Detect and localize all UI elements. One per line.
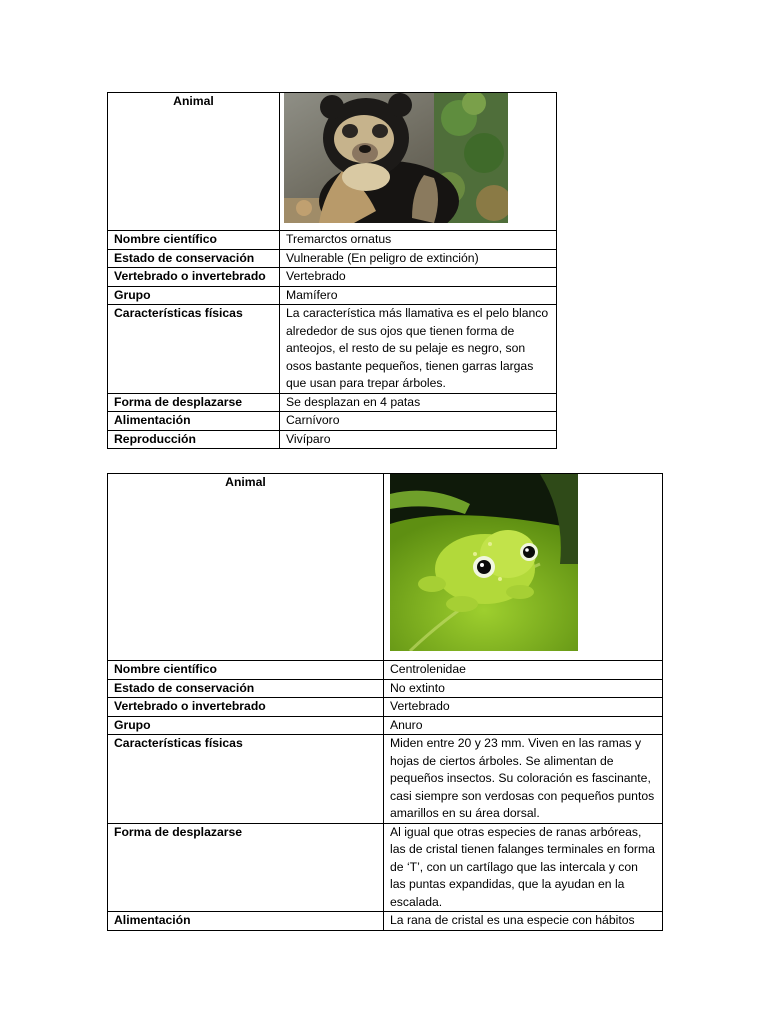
row-label: Grupo: [108, 286, 280, 305]
animal-header-row: [108, 93, 557, 231]
table-row: [108, 231, 557, 250]
row-value: Tremarctos ornatus: [280, 231, 557, 250]
row-label: Alimentación: [108, 412, 280, 431]
row-label: Vertebrado o invertebrado: [108, 268, 280, 287]
row-value: Carnívoro: [280, 412, 557, 431]
row-label: Forma de desplazarse: [108, 393, 280, 412]
table-row: [108, 735, 663, 824]
row-value: Al igual que otras especies de ranas arbóreas, las de cristal tienen falanges terminales en forma de ‘T’, con un cartílago que las intercala y con las puntas expandidas, que la ayudan en la escalada.: [384, 823, 663, 912]
row-value: Vivíparo: [280, 430, 557, 449]
row-value: La característica más llamativa es el pelo blanco alrededor de sus ojos que tienen forma de anteojos, el resto de su pelaje es negro, son osos bastante pequeños, tienen garras largas que usan para trepar árboles.: [280, 305, 557, 394]
row-label: Vertebrado o invertebrado: [108, 698, 384, 717]
row-value: Se desplazan en 4 patas: [280, 393, 557, 412]
row-value: Vertebrado: [384, 698, 663, 717]
row-value: La rana de cristal es una especie con hábitos: [384, 912, 663, 931]
row-label: Nombre científico: [108, 661, 384, 680]
row-label: Características físicas: [108, 305, 280, 394]
row-label: Grupo: [108, 716, 384, 735]
table-row: [108, 679, 663, 698]
row-label: Alimentación: [108, 912, 384, 931]
table-row: [108, 912, 663, 931]
row-label: Nombre científico: [108, 231, 280, 250]
table-row: [108, 430, 557, 449]
row-label: Características físicas: [108, 735, 384, 824]
row-label: Estado de conservación: [108, 679, 384, 698]
animal-image-cell: [384, 474, 663, 661]
table-row: [108, 286, 557, 305]
glass-frog-photo: [390, 474, 578, 651]
table-row: [108, 823, 663, 912]
animal-table-bear: [107, 92, 557, 449]
animal-header-label: Animal: [108, 474, 384, 661]
table-row: [108, 393, 557, 412]
row-label: Forma de desplazarse: [108, 823, 384, 912]
table-row: [108, 661, 663, 680]
table-row: [108, 305, 557, 394]
animal-header-label: Animal: [108, 93, 280, 231]
table-row: [108, 716, 663, 735]
animal-header-row: [108, 474, 663, 661]
animal-table-frog: [107, 473, 663, 931]
row-label: Estado de conservación: [108, 249, 280, 268]
table-row: [108, 268, 557, 287]
table-row: [108, 249, 557, 268]
row-value: Mamífero: [280, 286, 557, 305]
row-value: Centrolenidae: [384, 661, 663, 680]
animal-image-cell: [280, 93, 557, 231]
row-value: Vulnerable (En peligro de extinción): [280, 249, 557, 268]
row-value: Anuro: [384, 716, 663, 735]
spectacled-bear-photo: [284, 93, 508, 223]
row-label: Reproducción: [108, 430, 280, 449]
row-value: Vertebrado: [280, 268, 557, 287]
table-row: [108, 412, 557, 431]
table-row: [108, 698, 663, 717]
row-value: No extinto: [384, 679, 663, 698]
row-value: Miden entre 20 y 23 mm. Viven en las ramas y hojas de ciertos árboles. Se alimentan de pequeños insectos. Su coloración es fascinante, casi siempre son verdosas con pequeños puntos amarillos en su área dorsal.: [384, 735, 663, 824]
